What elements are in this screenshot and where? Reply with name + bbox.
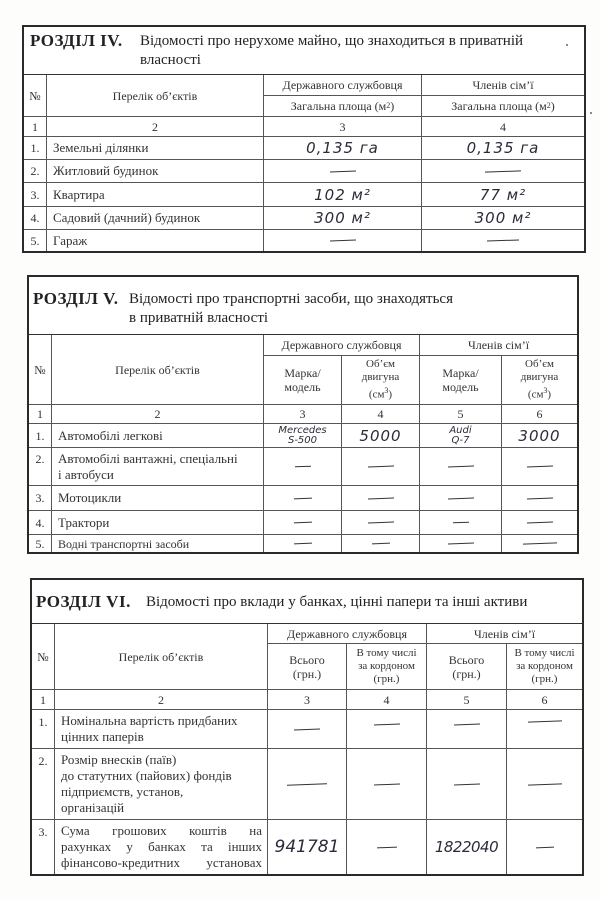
dash-mark bbox=[373, 783, 399, 785]
row-no: 2. bbox=[24, 160, 47, 183]
official-engine-value: 5000 bbox=[342, 424, 420, 448]
name-line4: організацій bbox=[61, 800, 125, 815]
row-no: 4. bbox=[29, 511, 52, 535]
col-number: 3 bbox=[268, 690, 347, 710]
col-number: 1 bbox=[24, 117, 47, 137]
header-family-abroad bbox=[507, 644, 582, 690]
official-total-value: 941781 bbox=[268, 820, 347, 874]
dash-mark bbox=[526, 522, 552, 524]
col-number: 4 bbox=[347, 690, 427, 710]
row-no: 3. bbox=[29, 486, 52, 511]
official-brand-dash bbox=[264, 448, 342, 486]
row-name bbox=[55, 710, 268, 749]
family-value: 300 м² bbox=[422, 207, 584, 230]
official-engine-dash bbox=[342, 448, 420, 486]
section-vi-table bbox=[30, 578, 584, 876]
header-official-abroad bbox=[347, 644, 427, 690]
row-no: 1. bbox=[32, 710, 55, 749]
col-number: 1 bbox=[32, 690, 55, 710]
family-brand-dash bbox=[420, 511, 502, 535]
header-official: Державного службовця bbox=[264, 335, 420, 356]
section-v-label: РОЗДІЛ V. bbox=[33, 289, 119, 308]
dash-mark bbox=[522, 542, 556, 544]
official-value-dash bbox=[264, 230, 422, 251]
dash-mark bbox=[287, 783, 327, 785]
col-number: 4 bbox=[342, 405, 420, 424]
family-abroad-dash bbox=[507, 710, 582, 749]
header-family-area bbox=[422, 96, 584, 117]
engine-close: ) bbox=[547, 388, 552, 401]
engine-unit: (см bbox=[527, 388, 544, 401]
dash-mark bbox=[526, 497, 552, 499]
col-number: 2 bbox=[55, 690, 268, 710]
brand-line2: S-500 bbox=[287, 434, 318, 446]
scan-speck bbox=[566, 44, 568, 46]
dash-mark bbox=[447, 543, 473, 545]
engine-line3 bbox=[369, 384, 392, 402]
row-name: Садовий (дачний) будинок bbox=[47, 207, 264, 230]
header-family-brand: Марка/ модель bbox=[420, 356, 502, 405]
row-no: 1. bbox=[24, 137, 47, 160]
engine-sup: 3 bbox=[384, 386, 389, 396]
row-name: Житловий будинок bbox=[47, 160, 264, 183]
family-total-value: 1822040 bbox=[427, 820, 507, 874]
dash-mark bbox=[329, 240, 355, 242]
row-no: 2. bbox=[32, 749, 55, 820]
col-number: 5 bbox=[420, 405, 502, 424]
name-line3: фінансово-кредитних установах bbox=[61, 855, 262, 870]
dash-mark bbox=[452, 522, 468, 524]
row-name bbox=[55, 749, 268, 820]
header-family-engine bbox=[502, 356, 577, 405]
row-no: 5. bbox=[29, 535, 52, 552]
engine-line2: двигуна bbox=[361, 371, 400, 384]
col-number: 6 bbox=[502, 405, 577, 424]
header-official-engine bbox=[342, 356, 420, 405]
header-no: № bbox=[32, 624, 55, 690]
abroad-line1: В тому числі bbox=[356, 647, 417, 659]
area-close: ) bbox=[390, 99, 395, 113]
family-engine-value: 3000 bbox=[502, 424, 577, 448]
family-value-dash bbox=[422, 230, 584, 251]
section-iv-label: РОЗДІЛ IV. bbox=[30, 31, 123, 50]
section-v-title-line2: в приватній власності bbox=[129, 310, 269, 326]
col-number: 1 bbox=[29, 405, 52, 424]
row-name: Автомобілі вантажні, спеціальні і автобуси bbox=[52, 448, 264, 486]
abroad-line3: (грн.) bbox=[373, 673, 400, 685]
engine-line1: Об’єм bbox=[366, 358, 395, 371]
official-brand-dash bbox=[264, 486, 342, 511]
header-list: Перелік об’єктів bbox=[47, 75, 264, 117]
official-value: 0,135 га bbox=[264, 137, 422, 160]
section-v-title-line1: Відомості про транспортні засоби, що знаходяться bbox=[129, 291, 453, 307]
dash-mark bbox=[447, 497, 473, 499]
abroad-line1: В тому числі bbox=[514, 647, 575, 659]
name-line1: Розмір внесків (паїв) bbox=[61, 752, 177, 767]
family-brand-dash bbox=[420, 448, 502, 486]
header-list: Перелік об’єктів bbox=[52, 335, 264, 405]
dash-mark bbox=[367, 522, 393, 524]
header-official-total bbox=[268, 644, 347, 690]
abroad-line2: за кордоном bbox=[516, 660, 573, 672]
family-engine-dash bbox=[502, 448, 577, 486]
dash-mark bbox=[527, 720, 561, 722]
engine-line2: двигуна bbox=[520, 371, 559, 384]
dash-mark bbox=[367, 497, 393, 499]
family-brand-dash bbox=[420, 486, 502, 511]
section-vi-title-line1: Відомості про вклади у банках, цінні папери та інші активи bbox=[146, 594, 528, 610]
row-no: 5. bbox=[24, 230, 47, 251]
name-line3: підприємств, установ, bbox=[61, 784, 184, 799]
official-abroad-dash bbox=[347, 710, 427, 749]
row-no: 3. bbox=[24, 183, 47, 207]
row-no: 1. bbox=[29, 424, 52, 448]
area-label: Загальна площа (м bbox=[451, 99, 547, 113]
section-vi-title bbox=[32, 580, 582, 624]
area-close: ) bbox=[550, 99, 555, 113]
engine-line1: Об’єм bbox=[525, 358, 554, 371]
dash-mark bbox=[487, 239, 519, 241]
header-list: Перелік об’єктів bbox=[55, 624, 268, 690]
official-value: 102 м² bbox=[264, 183, 422, 207]
brand-line2: Q-7 bbox=[451, 434, 470, 446]
official-engine-dash bbox=[342, 535, 420, 552]
row-name: Гараж bbox=[47, 230, 264, 251]
brand-line1: Audi bbox=[449, 424, 472, 436]
col-number: 3 bbox=[264, 405, 342, 424]
name-line1: Сума грошових коштів на bbox=[61, 823, 262, 838]
brand-line1: Mercedes bbox=[278, 424, 327, 436]
row-name: Автомобілі легкові bbox=[52, 424, 264, 448]
total-line2: (грн.) bbox=[452, 666, 481, 681]
official-value: 300 м² bbox=[264, 207, 422, 230]
engine-sup: 3 bbox=[543, 386, 548, 396]
engine-unit: (см bbox=[368, 388, 385, 401]
official-brand-dash bbox=[264, 511, 342, 535]
header-family: Членів сім’ї bbox=[422, 75, 584, 96]
area-sup: 2 bbox=[386, 101, 391, 110]
family-total-dash bbox=[427, 749, 507, 820]
header-official-area bbox=[264, 96, 422, 117]
name-line1: Номінальна вартість придбаних bbox=[61, 713, 238, 728]
dash-mark bbox=[453, 783, 479, 785]
section-iv-title-line1: Відомості про нерухоме майно, що знаходиться в приватній bbox=[140, 33, 524, 49]
dash-mark bbox=[527, 783, 561, 785]
area-sup: 2 bbox=[546, 101, 551, 110]
header-no: № bbox=[24, 75, 47, 117]
area-label: Загальна площа (м bbox=[290, 99, 387, 113]
scan-speck bbox=[590, 112, 592, 114]
official-engine-dash bbox=[342, 486, 420, 511]
dash-mark bbox=[535, 846, 553, 848]
dash-mark bbox=[294, 728, 320, 730]
dash-mark bbox=[293, 497, 311, 499]
col-number: 2 bbox=[52, 405, 264, 424]
family-brand-dash bbox=[420, 535, 502, 552]
header-family: Членів сім’ї bbox=[427, 624, 582, 644]
family-total-dash bbox=[427, 710, 507, 749]
official-total-dash bbox=[268, 749, 347, 820]
row-name: Водні транспортні засоби bbox=[52, 535, 264, 552]
row-name: Мотоцикли bbox=[52, 486, 264, 511]
family-value: 77 м² bbox=[422, 183, 584, 207]
col-number: 4 bbox=[422, 117, 584, 137]
section-v-title bbox=[29, 277, 577, 335]
col-number: 3 bbox=[264, 117, 422, 137]
name-line2: рахунках у банках та інших bbox=[61, 839, 262, 854]
official-abroad-dash bbox=[347, 749, 427, 820]
dash-mark bbox=[373, 724, 399, 726]
header-official: Державного службовця bbox=[264, 75, 422, 96]
row-name: Квартира bbox=[47, 183, 264, 207]
row-name: Трактори bbox=[52, 511, 264, 535]
section-iv-title bbox=[24, 27, 584, 75]
section-vi-label: РОЗДІЛ VI. bbox=[36, 592, 131, 611]
header-official: Державного службовця bbox=[268, 624, 427, 644]
official-brand-value bbox=[264, 424, 342, 448]
dash-mark bbox=[293, 522, 311, 524]
family-value: 0,135 га bbox=[422, 137, 584, 160]
section-iv-table bbox=[22, 25, 586, 253]
engine-line3 bbox=[528, 384, 551, 402]
dash-mark bbox=[447, 466, 473, 468]
family-value-dash bbox=[422, 160, 584, 183]
total-line2: (грн.) bbox=[292, 666, 322, 681]
header-no: № bbox=[29, 335, 52, 405]
section-v-table bbox=[27, 275, 579, 554]
header-family-total bbox=[427, 644, 507, 690]
row-name: Земельні ділянки bbox=[47, 137, 264, 160]
family-engine-dash bbox=[502, 535, 577, 552]
official-brand-dash bbox=[264, 535, 342, 552]
family-engine-dash bbox=[502, 486, 577, 511]
dash-mark bbox=[329, 170, 355, 172]
header-family: Членів сім’ї bbox=[420, 335, 577, 356]
family-brand-value bbox=[420, 424, 502, 448]
dash-mark bbox=[453, 724, 479, 726]
col-number: 6 bbox=[507, 690, 582, 710]
row-no: 3. bbox=[32, 820, 55, 874]
col-number: 2 bbox=[47, 117, 264, 137]
row-name bbox=[55, 820, 268, 874]
total-line1: Всього bbox=[289, 652, 325, 667]
official-engine-dash bbox=[342, 511, 420, 535]
official-total-dash bbox=[268, 710, 347, 749]
family-abroad-dash bbox=[507, 820, 582, 874]
dash-mark bbox=[485, 170, 521, 172]
col-number: 5 bbox=[427, 690, 507, 710]
dash-mark bbox=[371, 543, 389, 545]
row-no: 4. bbox=[24, 207, 47, 230]
dash-mark bbox=[367, 466, 393, 468]
family-abroad-dash bbox=[507, 749, 582, 820]
dash-mark bbox=[526, 466, 552, 468]
total-line1: Всього bbox=[448, 652, 485, 667]
abroad-line3: (грн.) bbox=[531, 673, 558, 685]
section-iv-title-line2: власності bbox=[140, 52, 201, 68]
official-abroad-dash bbox=[347, 820, 427, 874]
dash-mark bbox=[293, 543, 311, 545]
header-official-brand: Марка/ модель bbox=[264, 356, 342, 405]
engine-close: ) bbox=[388, 388, 393, 401]
name-line2: до статутних (пайових) фондів bbox=[61, 768, 232, 783]
official-value-dash bbox=[264, 160, 422, 183]
row-no: 2. bbox=[29, 448, 52, 486]
dash-mark bbox=[376, 846, 396, 848]
dash-mark bbox=[294, 466, 310, 468]
abroad-line2: за кордоном bbox=[358, 660, 415, 672]
name-line2: цінних паперів bbox=[61, 729, 144, 744]
family-engine-dash bbox=[502, 511, 577, 535]
